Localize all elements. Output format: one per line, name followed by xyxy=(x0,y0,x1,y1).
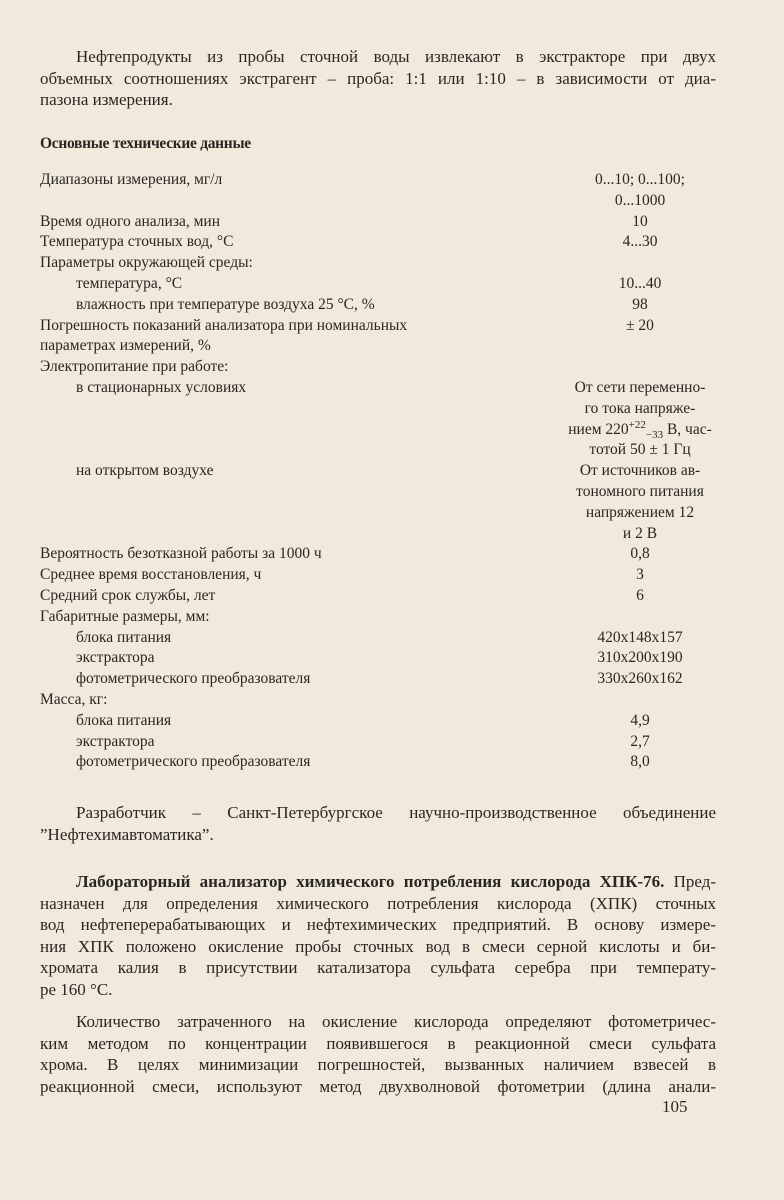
spec-row xyxy=(40,648,720,669)
spec-row xyxy=(40,586,720,607)
spec-row xyxy=(40,732,720,753)
text-line: Нефтепродукты из пробы сточной воды извлекают в экстракторе при двух xyxy=(76,47,716,66)
spec-label: Электропитание при работе: xyxy=(40,358,229,376)
voltage-text: нием 220 xyxy=(568,420,629,438)
spec-row xyxy=(40,378,720,399)
spec-row xyxy=(40,607,720,628)
spec-value: напряжением 12 xyxy=(585,503,695,521)
spec-row xyxy=(40,399,720,420)
spec-label: Масса, кг: xyxy=(40,690,108,708)
text-line: ким методом по концентрации появившегося в реакционной смеси сульфата xyxy=(40,1033,716,1053)
spec-label: Средний срок службы, лет xyxy=(40,586,216,604)
spec-value: 8,0 xyxy=(630,753,650,771)
spec-value: 0...10; 0...100; xyxy=(595,171,685,188)
spec-value: 420x148x157 xyxy=(597,628,683,646)
spec-value: тотой 50 ± 1 Гц xyxy=(589,441,691,459)
spec-label: блока питания xyxy=(76,628,172,646)
spec-row xyxy=(40,191,720,212)
text-line xyxy=(40,871,716,893)
spec-row xyxy=(40,357,720,378)
analyzer-paragraph xyxy=(40,871,716,1000)
spec-value: От источников ав- xyxy=(579,462,701,480)
spec-row xyxy=(40,482,720,503)
spec-value: 2,7 xyxy=(630,732,650,750)
text-line: реакционной смеси, используют метод двухволновой фотометрии (длина анали- xyxy=(40,1076,716,1096)
spec-row xyxy=(40,420,720,441)
spec-row xyxy=(40,628,720,649)
spec-label: влажность при температуре воздуха 25 °С, % xyxy=(76,295,375,313)
spec-value: 4...30 xyxy=(622,233,658,251)
spec-row xyxy=(40,295,720,316)
spec-label: блока питания xyxy=(76,711,172,729)
spec-label: экстрактора xyxy=(76,649,155,667)
spec-label: Температура сточных вод, °С xyxy=(40,233,234,251)
spec-row xyxy=(40,253,720,274)
spec-label: фотометрического преобразователя xyxy=(76,753,311,771)
spec-label: экстрактора xyxy=(76,732,155,750)
voltage-tolerance-minus: −33 xyxy=(645,428,664,441)
spec-label: Габаритные размеры, мм: xyxy=(40,607,210,625)
text-line: ре 160 °С. xyxy=(40,979,113,999)
spec-row xyxy=(40,316,720,337)
spec-row xyxy=(40,440,720,461)
spec-row xyxy=(40,212,720,233)
text-line: хрома. В целях минимизации погрешностей, вызванных наличием взвесей в xyxy=(40,1055,716,1074)
intro-paragraph xyxy=(40,46,716,111)
spec-label: на открытом воздухе xyxy=(76,462,214,480)
spec-row xyxy=(40,232,720,253)
spec-row xyxy=(40,503,720,524)
specs-heading: Основные технические данные xyxy=(40,135,251,152)
spec-row xyxy=(40,524,720,545)
spec-row xyxy=(40,565,720,586)
spec-row xyxy=(40,461,720,482)
spec-row xyxy=(40,752,720,773)
analyzer-text: Пред- xyxy=(673,872,717,891)
spec-label: Диапазоны измерения, мг/л xyxy=(40,171,223,188)
text-line: ”Нефтехимавтоматика”. xyxy=(40,824,214,844)
spec-label: параметрах измерений, % xyxy=(40,337,211,355)
page-number: 105 xyxy=(662,1097,688,1116)
spec-label: Параметры окружающей среды: xyxy=(40,254,253,272)
spec-label: фотометрического преобразователя xyxy=(76,670,311,688)
spec-row xyxy=(40,170,720,191)
spec-value: ± 20 xyxy=(626,316,654,334)
voltage-text-tail: В, час- xyxy=(663,420,712,438)
spec-row xyxy=(40,336,720,357)
spec-label: Среднее время восстановления, ч xyxy=(40,566,262,584)
spec-row xyxy=(40,274,720,295)
analyzer-title: Лабораторный анализатор химического потребления кислорода ХПК-76. xyxy=(76,872,665,891)
text-line: Количество затраченного на окисление кислорода определяют фотометричес- xyxy=(76,1012,716,1031)
text-line: пазона измерения. xyxy=(40,90,173,109)
voltage-tolerance-plus: +22 xyxy=(628,418,646,431)
spec-label: Время одного анализа, мин xyxy=(40,212,220,230)
text-line: Разработчик – Санкт-Петербургское научно-производственное объединение xyxy=(76,803,716,822)
spec-value: 98 xyxy=(632,295,648,313)
spec-label: Погрешность показаний анализатора при номинальных xyxy=(40,316,408,334)
spec-label: температура, °С xyxy=(76,274,183,292)
specs-table xyxy=(40,170,720,773)
spec-row xyxy=(40,711,720,732)
text-line: хромата калия в присутствии катализатора сульфата серебра при температу- xyxy=(40,958,716,977)
spec-label: Вероятность безотказной работы за 1000 ч xyxy=(40,545,322,563)
spec-value: 0,8 xyxy=(630,545,650,563)
spec-value: 0...1000 xyxy=(614,191,666,209)
text-line: назначен для определения химического потребления кислорода (ХПК) сточных xyxy=(40,893,716,913)
spec-value: От сети переменно- xyxy=(574,378,706,396)
text-line: ния ХПК положено окисление пробы сточных вод в смеси серной кислоты и би- xyxy=(40,936,716,956)
spec-value: 4,9 xyxy=(630,711,650,729)
spec-label: в стационарных условиях xyxy=(76,378,247,396)
spec-value: 10 xyxy=(632,212,648,230)
spec-row xyxy=(40,669,720,690)
spec-value: и 2 В xyxy=(622,524,658,542)
spec-value xyxy=(560,420,720,441)
spec-value: 310x200x190 xyxy=(597,649,683,667)
spec-value: 330x260x162 xyxy=(597,670,683,688)
spec-value: го тока напряже- xyxy=(584,399,696,417)
text-line: вод нефтеперерабатывающих и нефтехимических предприятий. В основу измере- xyxy=(40,915,716,934)
spec-value: тономного питания xyxy=(576,482,704,500)
oxygen-paragraph xyxy=(40,1011,716,1097)
spec-value: 10...40 xyxy=(618,274,662,292)
spec-value: 6 xyxy=(636,586,644,604)
spec-row xyxy=(40,690,720,711)
text-line: объемных соотношениях экстрагент – проба: 1:1 или 1:10 – в зависимости от диа- xyxy=(40,68,716,88)
spec-row xyxy=(40,544,720,565)
developer-paragraph xyxy=(40,802,716,845)
spec-value: 3 xyxy=(636,566,644,584)
